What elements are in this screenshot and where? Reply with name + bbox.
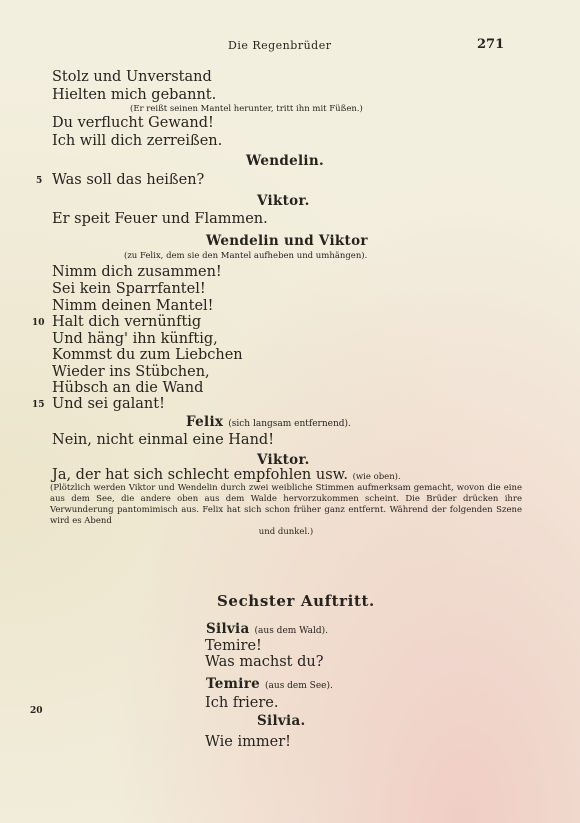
verse-line: Und häng' ihn künftig, [52,331,218,347]
speaker-name: Silvia. [257,713,306,729]
scene-title: Sechster Auftritt. [217,592,375,610]
verse-line: Nimm deinen Mantel! [52,298,214,314]
verse-line [52,466,401,484]
verse-line: Wie immer! [205,734,291,750]
verse-line: Ich will dich zerreißen. [52,133,223,149]
verse-line: Er speit Feuer und Flammen. [52,211,268,227]
stage-direction-text: (Plötzlich werden Viktor und Wendelin durch zwei weibliche Stimmen aufmerksam gemacht, wovon die eine aus dem See, die andere oben aus dem Walde hervorzukommen scheint. Die Brüder drücken ihre Verwunderung pantomimisch aus. Felix hat sich schon früher ganz entfernt. Während der folgenden Szene wird es Abend [50,483,522,526]
speaker-name: Silvia [206,621,250,637]
speaker-line [186,414,351,430]
verse-line: Kommst du zum Liebchen [52,347,243,363]
verse-line: Du verflucht Gewand! [52,115,214,131]
verse-line: Hielten mich gebannt. [52,87,217,103]
speaker-name: Wendelin und Viktor [206,233,368,249]
verse-text: Ja, der hat sich schlecht empfohlen usw. [52,467,348,483]
verse-line: Stolz und Unverstand [52,69,212,85]
stage-direction: (zu Felix, dem sie den Mantel aufheben und umhängen). [124,251,368,261]
speaker-name: Wendelin. [246,153,324,169]
stage-direction: (wie oben). [352,472,401,482]
speaker-name: Viktor. [257,452,310,468]
verse-line: Nimm dich zusammen! [52,264,222,280]
line-number: 5 [36,176,43,186]
speaker-line [206,676,333,692]
verse-line: Was machst du? [205,654,324,670]
stage-direction: (Er reißt seinen Mantel herunter, tritt ihn mit Füßen.) [130,104,363,114]
stage-direction-end: und dunkel.) [258,527,314,537]
stage-direction: (sich langsam entfernend). [228,419,351,429]
line-number: 10 [32,318,45,328]
verse-line: Halt dich vernünftig [52,314,202,330]
stage-direction: (aus dem Wald). [254,626,329,636]
verse-line: Und sei galant! [52,396,165,412]
verse-line: Ich friere. [205,695,279,711]
verse-line: Hübsch an die Wand [52,380,204,396]
stage-direction: (aus dem See). [265,681,333,691]
verse-line: Sei kein Sparrfantel! [52,281,206,297]
line-number: 15 [32,400,45,410]
verse-line: Was soll das heißen? [52,172,205,188]
verse-line: Wieder ins Stübchen, [52,364,210,380]
running-header: Die Regenbrüder [228,39,332,52]
verse-line: Nein, nicht einmal eine Hand! [52,432,275,448]
speaker-name: Temire [206,676,261,692]
page-number: 271 [477,37,505,52]
stage-direction-block [50,483,522,538]
line-number: 20 [30,706,43,716]
speaker-name: Felix [186,414,224,430]
verse-line: Temire! [205,638,262,654]
speaker-line [206,621,328,637]
speaker-name: Viktor. [257,193,310,209]
